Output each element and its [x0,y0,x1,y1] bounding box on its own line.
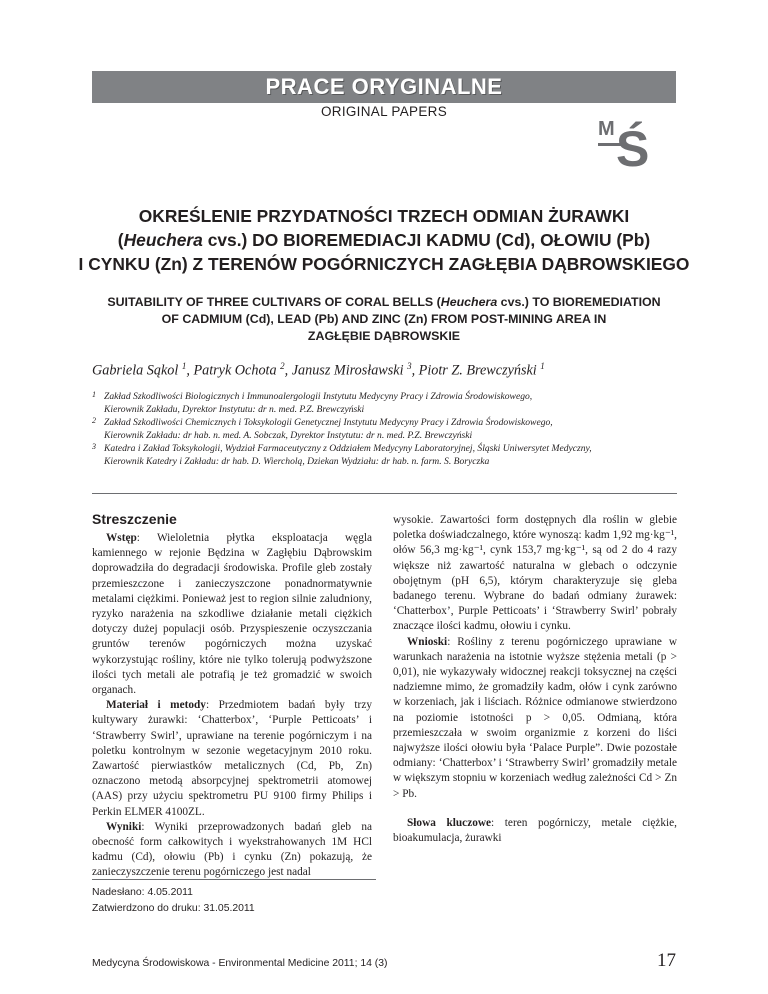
affiliation-line: Kierownik Zakładu: dr hab. n. med. A. Sobczak, Dyrektor Instytutu: dr n. med. P.Z. Brewczyński [104,430,473,441]
title-en-part1: SUITABILITY OF THREE CULTIVARS OF CORAL BELLS ( [107,295,441,309]
author-list: Gabriela Sąkol $^1$, Patryk Ochota $^2$, Janusz Mirosławski $^3$, Piotr Z. Brewczyński $^1$ [92,361,545,379]
page-number: 17 [657,950,676,971]
author-affil-num: 2 [280,361,285,371]
section-text: wysokie. Zawartości form dostępnych dla roślin w glebie poletka doświadczalnego, które wynoszą: kadm 1,92 mg·kg⁻¹, ołów 56,3 mg·kg⁻¹, cynk 153,7 mg·kg⁻¹, są od 2 do 4 razy większe niż zawartość naturalna w glebach o odczynie obojętnym (pH 6,5), którym charakteryzuje się gleba badanego terenu. Wybrane do badań odmiany żurawek: ‘Chatterbox’, Purple Petticoats’ i ‘Strawberry Swirl’ pobrały znaczące ilości kadmu, ołowiu i cynku. [393,514,677,633]
keywords [393,816,677,846]
author-name: Gabriela Sąkol [92,362,179,379]
submission-dates [92,885,255,916]
affiliation-item [92,442,676,468]
affiliation-line: Zakład Szkodliwości Biologicznych i Immunoalergologii Instytutu Medycyny Pracy i Zdrowia Środowiskowego, [104,391,533,402]
author-affil-num: 1 [181,361,187,371]
affiliations [92,390,676,468]
journal-footer: Medycyna Środowiskowa - Environmental Medicine 2011; 14 (3) [92,958,388,969]
section-label: Wyniki [106,820,142,833]
title-en-line3: ZAGŁĘBIE DĄBROWSKIE [307,329,461,343]
abstract-paragraph [92,820,372,881]
affiliation-item [92,390,676,416]
title-en-part2: cvs.) TO BIOREMEDIATION [497,295,661,309]
title-pl-line2-rest: cvs.) DO BIOREMEDIACJI KADMU (Cd), OŁOWIU (Pb) [202,230,651,250]
title-pl-line3: I CYNKU (Zn) Z TERENÓW POGÓRNICZYCH ZAGŁĘBIA DĄBROWSKIEGO [78,254,690,274]
section-text: : Przedmiotem badań były trzy kultywary żurawki: ‘Chatterbox’, ‘Purple Petticoats’ i ‘Strawberry Swirl’, uprawiane na terenie pogórniczym i na poletku kontrolnym w sezonie wegetacyjnym 2010 roku. Zawartość pierwiastków metalicznych (Cd, Pb, Zn) oznaczono metodą absorpcyjnej spektrometrii atomowej (AAS) przy użyciu spektrometru PU 9100 firmy Philips i Perkin ELMER 4100ZL. [92,699,372,818]
logo-letter-s: Ś [616,121,650,177]
abstract-right-column [393,513,677,846]
title-en-line1 [80,294,688,311]
abstract-left-column [92,531,372,881]
abstract-paragraph [92,531,372,698]
title-pl-line1: OKREŚLENIE PRZYDATNOŚCI TRZECH ODMIAN ŻURAWKI [138,206,630,226]
divider [92,493,677,494]
affiliation-line: Katedra i Zakład Toksykologii, Wydział Farmaceutyczny z Oddziałem Medycyny Laboratoryjnej, Śląski Uniwersytet Medyczny, [104,443,592,454]
affiliation-num: 1 [92,390,96,399]
section-text: : Wyniki przeprowadzonych badań gleb na obecność form całkowitych i wyekstrahowanych 1M HCl kadmu (Cd), ołowiu (Pb) i cynku (Zn) pokazują, że zanieczyszczenie terenu pogórniczego jest nadal [92,820,372,879]
section-text: : Rośliny z terenu pogórniczego uprawiane w warunkach narażenia na istotnie wyższe stężenia metali (p > 0,01), nie wykazywały widocznej reakcji toksycznej na części nadziemne mimo, że gromadziły kadm, ołów i cynk zarówno w korzeniach, jak i liściach. Różnice odmianowe stwierdzono na poziomie istotności p > 0,05. Odmianą, która przemieszczała w swoim organizmie z korzeni do liści najwyższe ilości ołowiu była ‘Palace Purple”. Dwie pozostałe odmiany: ‘Chatterbox’ i ‘Strawberry Swirl’ gromadziły metale w większym stopniu w korzeniach według zależności Cd > Zn > Pb. [393,635,677,800]
section-label: Materiał i metody [106,699,206,712]
author-affil-num: 3 [407,361,412,371]
abstract-paragraph [393,513,677,635]
date-accepted: Zatwierdzono do druku: 31.05.2011 [92,902,255,914]
affiliation-line: Kierownik Katedry i Zakładu: dr hab. D. Wiercholą, Dziekan Wydziału: dr hab. n. farm. S. Boryczka [104,456,490,467]
abstract-heading: Streszczenie [92,511,177,527]
logo-letter-m: M [598,118,615,140]
title-pl-line2 [70,228,698,252]
keywords-text: : teren pogórniczy, metale ciężkie, bioakumulacja, żurawki [393,816,677,845]
title-en-line2: OF CADMIUM (Cd), LEAD (Pb) AND ZINC (Zn) FROM POST-MINING AREA IN [161,312,607,326]
section-banner: PRACE ORYGINALNE [92,71,676,103]
date-received: Nadesłano: 4.05.2011 [92,887,193,898]
journal-logo [598,119,660,177]
title-en-genus: Heuchera [440,295,498,309]
affiliation-num: 3 [92,442,96,451]
abstract-paragraph [393,635,677,802]
section-subtitle: ORIGINAL PAPERS [320,104,448,119]
affiliation-item [92,416,676,442]
affiliation-line: Kierownik Zakładu, Dyrektor Instytutu: dr n. med. P.Z. Brewczyński [104,404,365,415]
affiliation-num: 2 [92,416,96,425]
author-affil-num: 1 [540,361,545,371]
author-name: Piotr Z. Brewczyński [418,362,537,379]
keywords-label: Słowa kluczowe [407,816,492,829]
author-name: Janusz Mirosławski [291,362,404,379]
title-pl-genus: Heuchera [123,230,203,250]
title-pl-open-paren: ( [117,230,124,250]
section-label: Wnioski [407,635,448,648]
divider [92,879,376,880]
section-label: Wstęp [106,532,137,544]
author-name: Patryk Ochota [193,362,277,379]
abstract-paragraph [92,698,372,820]
affiliation-line: Zakład Szkodliwości Chemicznych i Toksykologii Genetycznej Instytutu Medycyny Pracy i Zdrowia Środowiskowego, [104,417,553,428]
title-polish [70,204,698,276]
title-english [80,294,688,345]
section-text: : Wieloletnia płytka eksploatacja węgla kamiennego w rejonie Będzina w Zagłębiu Dąbrowskim doprowadziła do degradacji środowiska. Profile gleb zostały przemieszczone i zanieczyszczone ponadnormatywnie metalami ciężkimi. Ponieważ jest to region silnie zaludniony, ryzyko narażenia na szkodliwe działanie metali ciężkich dotyczy dużej populacji osób. Przyspieszenie oczyszczania gruntów terenów pogórniczych można uzyskać wykorzystując rośliny, które nie tylko tolerują podwyższone ilości tych metali ale potrafią je też gromadzić w swoich organach. [92,532,372,697]
